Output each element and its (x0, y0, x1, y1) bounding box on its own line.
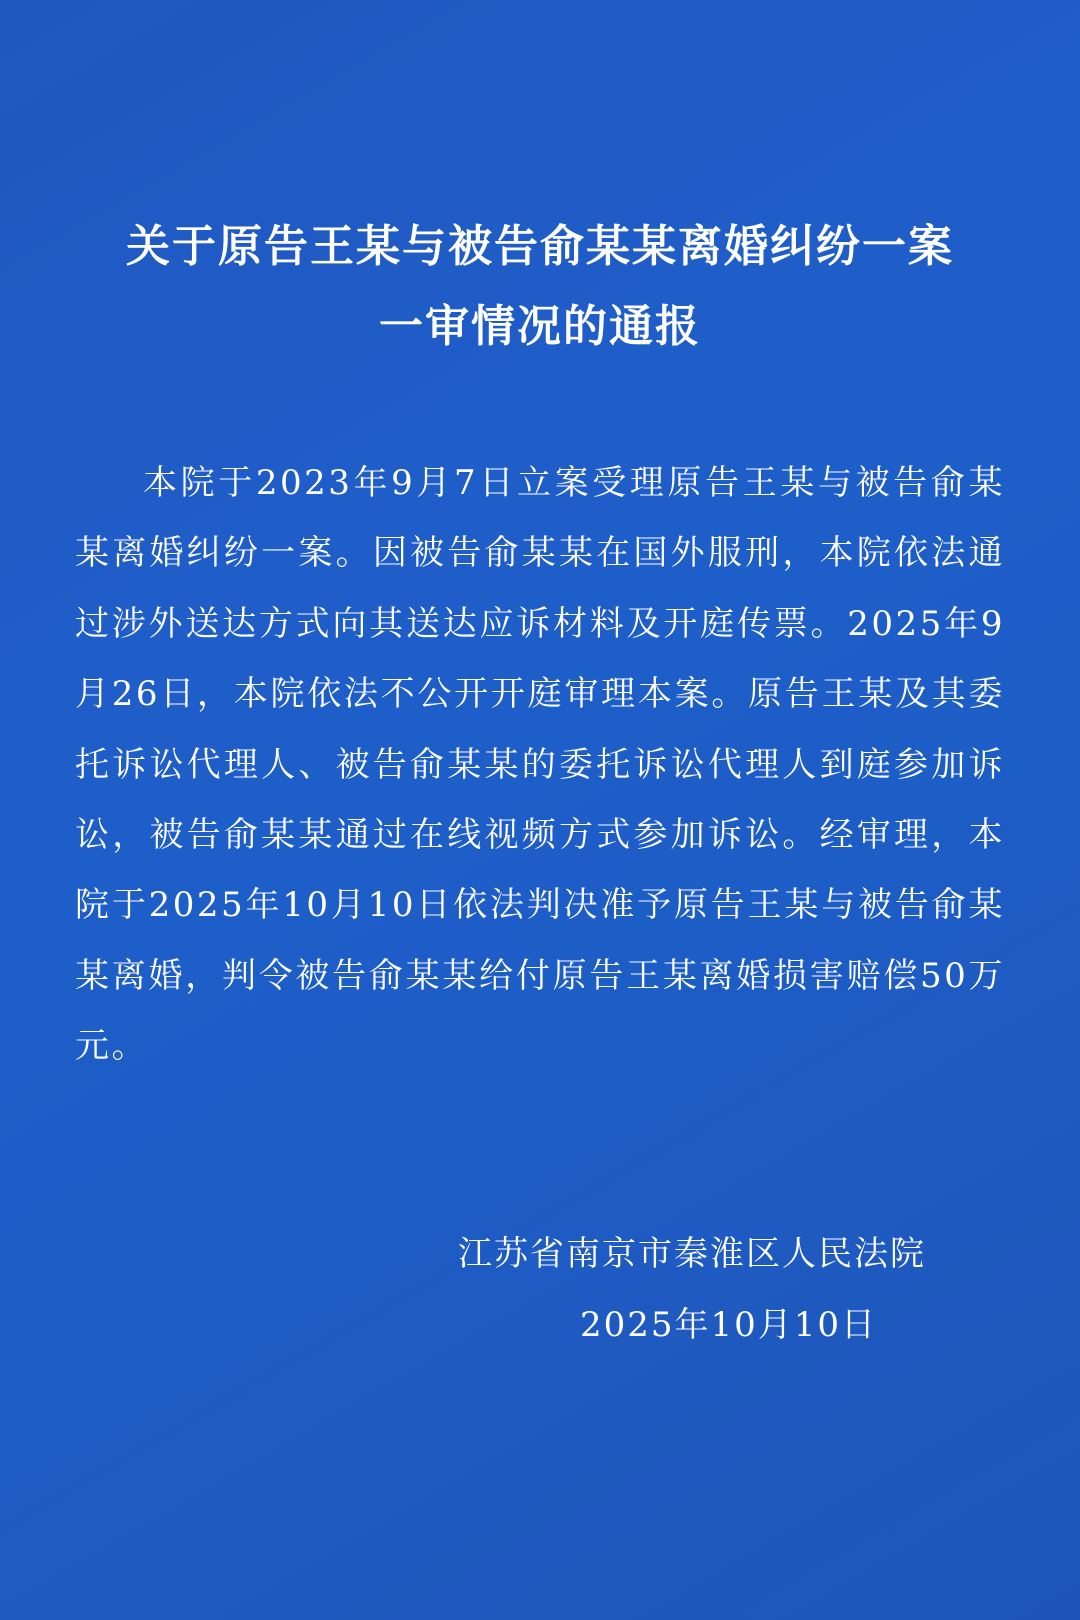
issue-date: 2025年10月10日 (580, 1305, 878, 1345)
issuer-name: 江苏省南京市秦淮区人民法院 (458, 1234, 926, 1274)
notice-title-line2: 一审情况的通报 (379, 301, 701, 352)
notice-title-line1: 关于原告王某与被告俞某某离婚纠纷一案 (126, 221, 954, 272)
notice-body: 本院于2023年9月7日立案受理原告王某与被告俞某某离婚纠纷一案。因被告俞某某在国外服刑，本院依法通过涉外送达方式向其送达应诉材料及开庭传票。2025年9月26日，本院依法不公开开庭审理本案。原告王某及其委托诉讼代理人、被告俞某某的委托诉讼代理人到庭参加诉讼，被告俞某某通过在线视频方式参加诉讼。经审理，本院于2025年10月10日依法判决准予原告王某与被告俞某某离婚，判令被告俞某某给付原告王某离婚损害赔偿50万元。 (75, 463, 1005, 1067)
